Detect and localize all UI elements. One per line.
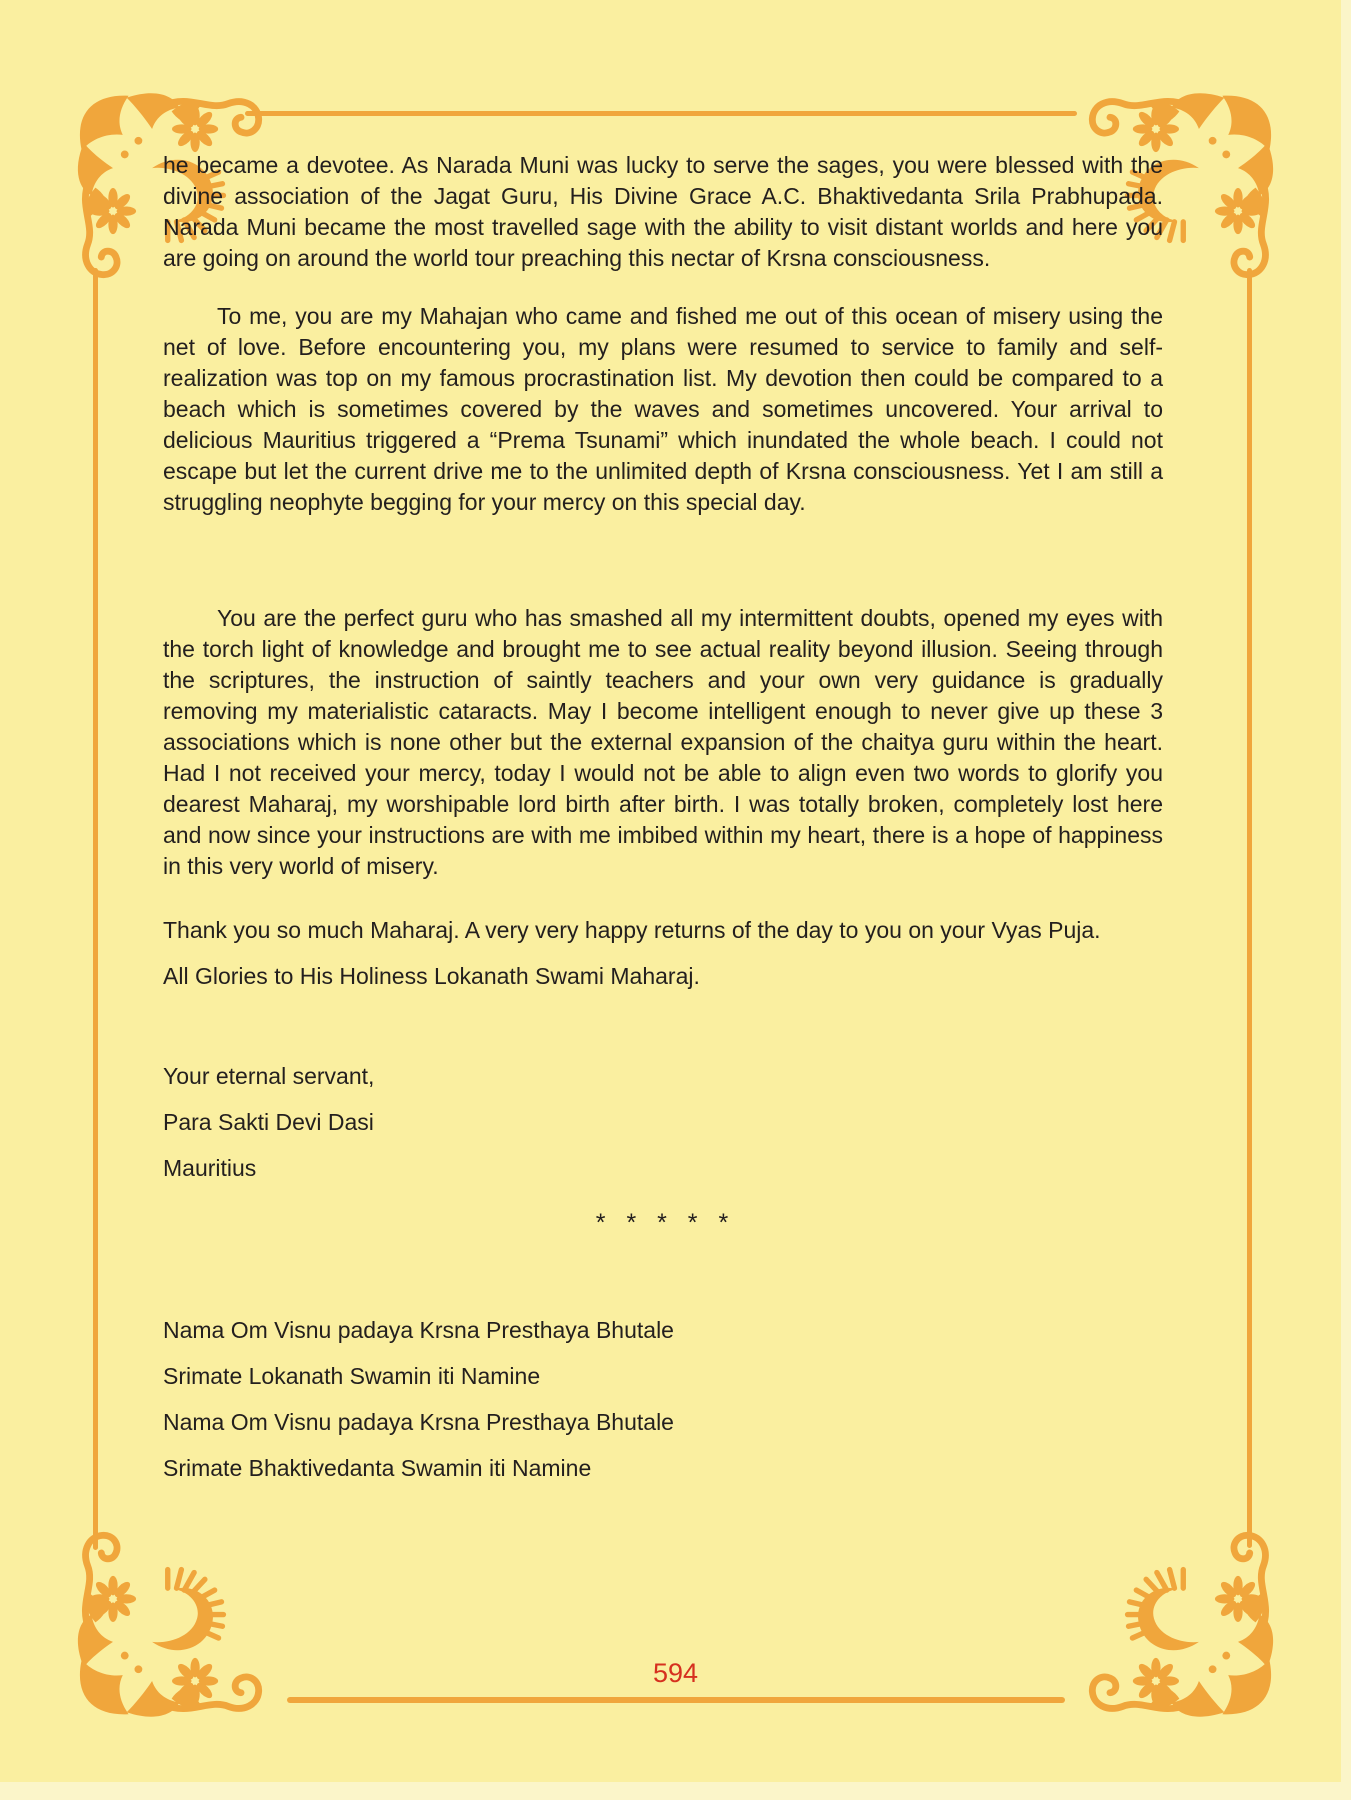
letter-paragraph: To me, you are my Mahajan who came and fished me out of this ocean of misery using the net of love. Before encountering you, my plans were resumed to service to family and self-realization was top on my famous procrastination list. My devotion then could be compared to a beach which is sometimes covered by the waves and sometimes uncovered. Your arrival to delicious Mauritius triggered a “Prema Tsunami” which inundated the whole beach. I could not escape but let the current drive me to the unlimited depth of Krsna consciousness. Yet I am still a struggling neophyte begging for your mercy on this special day. bbox=[163, 303, 1163, 515]
corner-flourish-icon bbox=[70, 1509, 285, 1724]
mantra-line: Srimate Lokanath Swamin iti Namine bbox=[163, 1363, 541, 1389]
corner-flourish-ornament-bottom-left bbox=[70, 1509, 285, 1724]
page-border-bottom bbox=[287, 1697, 1065, 1703]
page-edge-highlight-bottom bbox=[0, 1782, 1351, 1800]
signature-line-place: Mauritius bbox=[163, 1155, 257, 1181]
letter-paragraph: Thank you so much Maharaj. A very very happy returns of the day to you on your Vyas Puja. bbox=[163, 917, 1101, 943]
page-border-right bbox=[1247, 268, 1252, 1548]
page-number: 594 bbox=[652, 1658, 699, 1688]
section-separator-stars: * * * * * bbox=[595, 1209, 731, 1237]
letter-paragraph: All Glories to His Holiness Lokanath Swami Maharaj. bbox=[163, 963, 700, 989]
letter-paragraph: You are the perfect guru who has smashed all my intermittent doubts, opened my eyes with the torch light of knowledge and brought me to see actual reality beyond illusion. Seeing through the scriptures, the instruction of saintly teachers and your own very guidance is gradually removing my materialistic cataracts. May I become intelligent enough to never give up these 3 associations which is none other but the external expansion of the chaitya guru within the heart. Had I not received your mercy, today I would not be able to align even two words to glorify you dearest Maharaj, my worshipable lord birth after birth. I was totally broken, completely lost here and now since your instructions are with me imbibed within my heart, there is a hope of happiness in this very world of misery. bbox=[163, 605, 1163, 879]
signature-line-closing: Your eternal servant, bbox=[163, 1063, 375, 1089]
mantra-line: Nama Om Visnu padaya Krsna Presthaya Bhutale bbox=[163, 1409, 674, 1435]
page-border-left bbox=[93, 268, 98, 1550]
letter-paragraph: he became a devotee. As Narada Muni was lucky to serve the sages, you were blessed with the divine association of the Jagat Guru, His Divine Grace A.C. Bhaktivedanta Srila Prabhupada. Narada Muni became the most travelled sage with the ability to visit distant worlds and here you are going on around the world tour preaching this nectar of Krsna consciousness. bbox=[163, 152, 1163, 271]
mantra-line: Nama Om Visnu padaya Krsna Presthaya Bhutale bbox=[163, 1317, 674, 1343]
page-border-top bbox=[245, 111, 1077, 116]
letter-body bbox=[163, 150, 1163, 1484]
mantra-line: Srimate Bhaktivedanta Swamin iti Namine bbox=[163, 1455, 592, 1481]
signature-line-name: Para Sakti Devi Dasi bbox=[163, 1109, 374, 1135]
page-edge-highlight-right bbox=[1341, 0, 1351, 1800]
